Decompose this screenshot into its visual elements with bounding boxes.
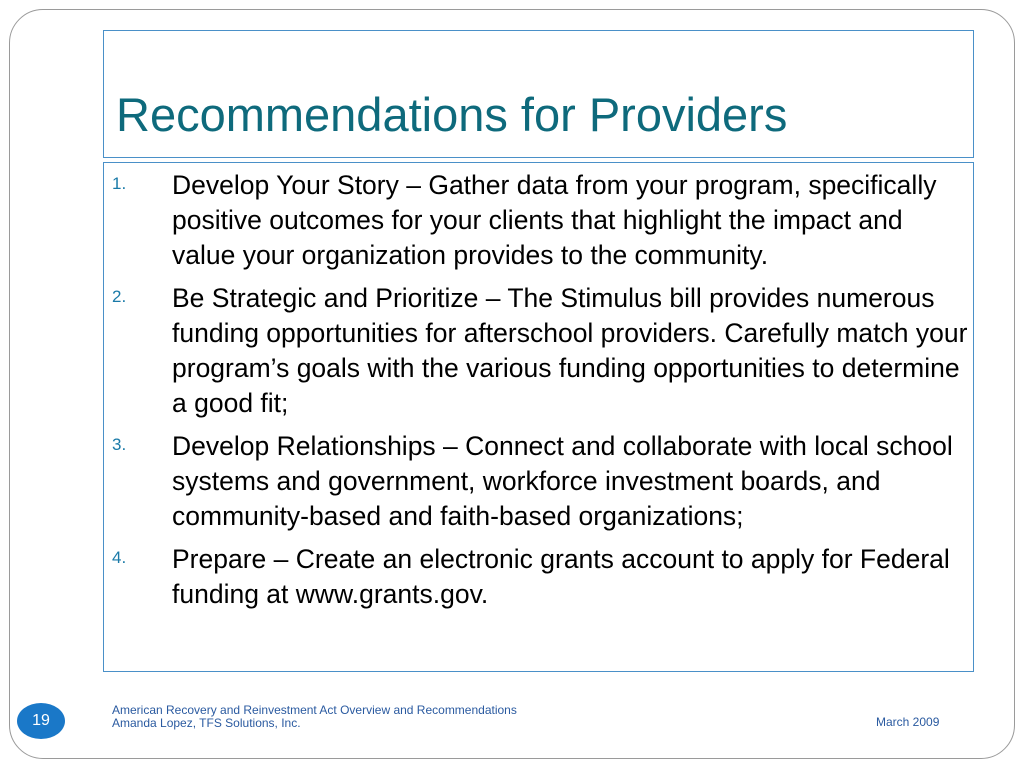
list-item (112, 168, 972, 273)
list-item (112, 542, 972, 612)
item-number: 4. (112, 548, 127, 567)
footer-line-1: American Recovery and Reinvestment Act Overview and Recommendations (112, 703, 517, 717)
title-placeholder (103, 30, 974, 158)
page-number: 19 (32, 712, 50, 729)
item-number: 2. (112, 287, 127, 306)
item-number: 1. (112, 174, 127, 193)
recommendations-list (112, 168, 972, 620)
item-number: 3. (112, 435, 127, 454)
footer-line-2: Amanda Lopez, TFS Solutions, Inc. (112, 716, 301, 730)
item-text: Develop Relationships – Connect and collaborate with local school systems and government, workforce investment boards, and community-based and faith-based organizations; (172, 431, 953, 531)
footer-date: March 2009 (876, 715, 940, 729)
slide-title: Recommendations for Providers (116, 88, 788, 141)
page-number-badge (17, 703, 65, 739)
list-item (112, 429, 972, 534)
item-text: Develop Your Story – Gather data from your program, specifically positive outcomes for your clients that highlight the impact and value your organization provides to the community. (172, 170, 937, 270)
item-text: Be Strategic and Prioritize – The Stimulus bill provides numerous funding opportunities for afterschool providers. Carefully match your program’s goals with the various funding opportunities to determine a good fit; (172, 283, 968, 418)
footer-text (112, 704, 517, 730)
item-text: Prepare – Create an electronic grants account to apply for Federal funding at www.grants.gov. (172, 544, 950, 609)
list-item (112, 281, 972, 421)
